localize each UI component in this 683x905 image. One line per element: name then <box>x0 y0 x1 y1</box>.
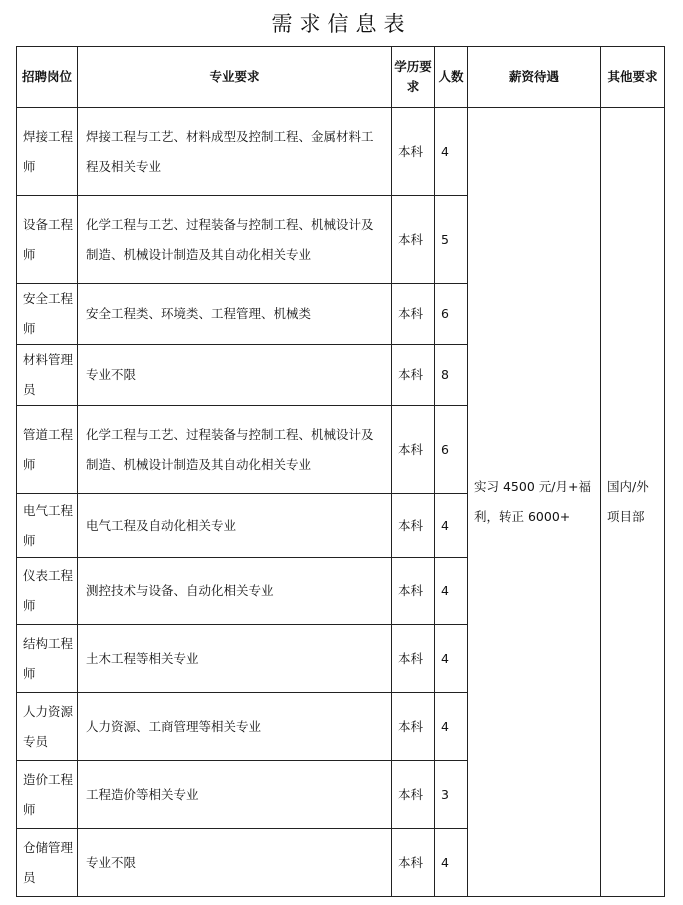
cell-education: 本科 <box>392 406 435 494</box>
header-count: 人数 <box>435 47 468 108</box>
cell-education: 本科 <box>392 693 435 761</box>
cell-education: 本科 <box>392 108 435 196</box>
cell-major: 人力资源、工商管理等相关专业 <box>78 693 392 761</box>
header-other: 其他要求 <box>601 47 665 108</box>
cell-major: 专业不限 <box>78 345 392 406</box>
cell-position: 电气工程师 <box>17 494 78 558</box>
cell-count: 6 <box>435 406 468 494</box>
cell-major: 化学工程与工艺、过程装备与控制工程、机械设计及制造、机械设计制造及其自动化相关专业 <box>78 406 392 494</box>
cell-major: 土木工程等相关专业 <box>78 625 392 693</box>
header-major: 专业要求 <box>78 47 392 108</box>
requirements-table <box>16 46 665 897</box>
cell-count: 4 <box>435 829 468 897</box>
cell-education: 本科 <box>392 196 435 284</box>
cell-education: 本科 <box>392 558 435 625</box>
cell-major: 工程造价等相关专业 <box>78 761 392 829</box>
cell-count: 4 <box>435 108 468 196</box>
cell-education: 本科 <box>392 829 435 897</box>
page-title: 需求信息表 <box>271 12 412 36</box>
cell-count: 5 <box>435 196 468 284</box>
cell-count: 4 <box>435 693 468 761</box>
cell-position: 安全工程师 <box>17 284 78 345</box>
cell-position: 仓储管理员 <box>17 829 78 897</box>
cell-position: 材料管理员 <box>17 345 78 406</box>
cell-position: 结构工程师 <box>17 625 78 693</box>
cell-major: 专业不限 <box>78 829 392 897</box>
cell-education: 本科 <box>392 345 435 406</box>
cell-count: 3 <box>435 761 468 829</box>
cell-major: 焊接工程与工艺、材料成型及控制工程、金属材料工程及相关专业 <box>78 108 392 196</box>
cell-education: 本科 <box>392 284 435 345</box>
cell-count: 4 <box>435 625 468 693</box>
cell-other: 国内/外项目部 <box>601 108 665 897</box>
cell-count: 8 <box>435 345 468 406</box>
cell-major: 安全工程类、环境类、工程管理、机械类 <box>78 284 392 345</box>
table-row <box>17 108 665 196</box>
cell-position: 仪表工程师 <box>17 558 78 625</box>
cell-major: 化学工程与工艺、过程装备与控制工程、机械设计及制造、机械设计制造及其自动化相关专业 <box>78 196 392 284</box>
header-position: 招聘岗位 <box>17 47 78 108</box>
cell-position: 焊接工程师 <box>17 108 78 196</box>
cell-education: 本科 <box>392 625 435 693</box>
cell-position: 造价工程师 <box>17 761 78 829</box>
cell-education: 本科 <box>392 494 435 558</box>
header-salary: 薪资待遇 <box>468 47 601 108</box>
cell-education: 本科 <box>392 761 435 829</box>
cell-salary: 实习 4500 元/月+福利，转正 6000+ <box>468 108 601 897</box>
cell-count: 4 <box>435 494 468 558</box>
cell-position: 设备工程师 <box>17 196 78 284</box>
cell-position: 管道工程师 <box>17 406 78 494</box>
header-education: 学历要求 <box>392 47 435 108</box>
header-row <box>17 47 665 108</box>
cell-major: 电气工程及自动化相关专业 <box>78 494 392 558</box>
cell-count: 4 <box>435 558 468 625</box>
cell-major: 测控技术与设备、自动化相关专业 <box>78 558 392 625</box>
cell-position: 人力资源专员 <box>17 693 78 761</box>
cell-count: 6 <box>435 284 468 345</box>
